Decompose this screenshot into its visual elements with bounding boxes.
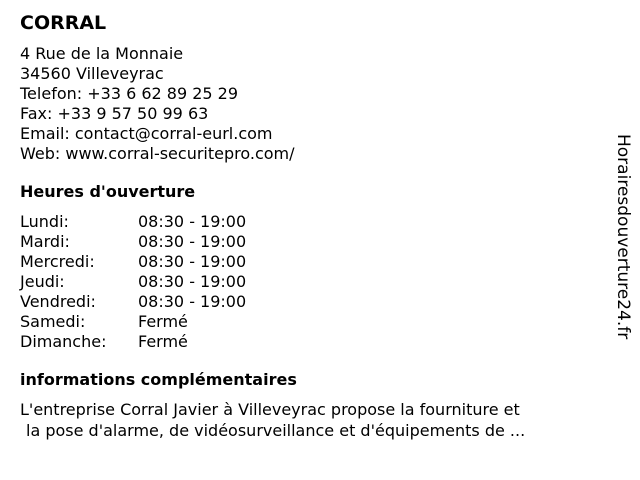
business-card — [20, 10, 600, 441]
additional-info-title: informations complémentaires — [20, 370, 297, 389]
hours-day: Mercredi: — [20, 252, 95, 271]
hours-row-dimanche — [20, 332, 600, 352]
opening-hours-table — [20, 212, 600, 352]
hours-day: Dimanche: — [20, 332, 107, 351]
city-address: 34560 Villeveyrac — [20, 64, 164, 83]
hours-time: Fermé — [138, 332, 188, 351]
hours-day: Lundi: — [20, 212, 69, 231]
telefon-number: Telefon: +33 6 62 89 25 29 — [20, 84, 239, 103]
description-line-2: la pose d'alarme, de vidéosurveillance et d'équipements de ... — [26, 421, 526, 440]
hours-day: Mardi: — [20, 232, 70, 251]
business-description — [20, 399, 600, 441]
fax-number: Fax: +33 9 57 50 99 63 — [20, 104, 209, 123]
business-name: CORRAL — [20, 12, 107, 34]
hours-day: Jeudi: — [20, 272, 65, 291]
street-address: 4 Rue de la Monnaie — [20, 44, 184, 63]
hours-row-mardi — [20, 232, 600, 252]
hours-time: 08:30 - 19:00 — [138, 252, 247, 271]
hours-row-samedi — [20, 312, 600, 332]
hours-row-mercredi — [20, 252, 600, 272]
hours-time: 08:30 - 19:00 — [138, 212, 247, 231]
contact-block — [20, 44, 600, 164]
hours-row-lundi — [20, 212, 600, 232]
opening-hours-title: Heures d'ouverture — [20, 182, 196, 201]
hours-day: Vendredi: — [20, 292, 96, 311]
hours-time: Fermé — [138, 312, 188, 331]
hours-row-jeudi — [20, 272, 600, 292]
email-address: Email: contact@corral-eurl.com — [20, 124, 273, 143]
hours-time: 08:30 - 19:00 — [138, 292, 247, 311]
description-line-1: L'entreprise Corral Javier à Villeveyrac propose la fourniture et — [20, 400, 520, 419]
hours-time: 08:30 - 19:00 — [138, 272, 247, 291]
hours-time: 08:30 - 19:00 — [138, 232, 247, 251]
hours-row-vendredi — [20, 292, 600, 312]
website-address: Web: www.corral-securitepro.com/ — [20, 144, 295, 163]
site-watermark: Horairesdouverture24.fr — [613, 134, 633, 340]
hours-day: Samedi: — [20, 312, 86, 331]
